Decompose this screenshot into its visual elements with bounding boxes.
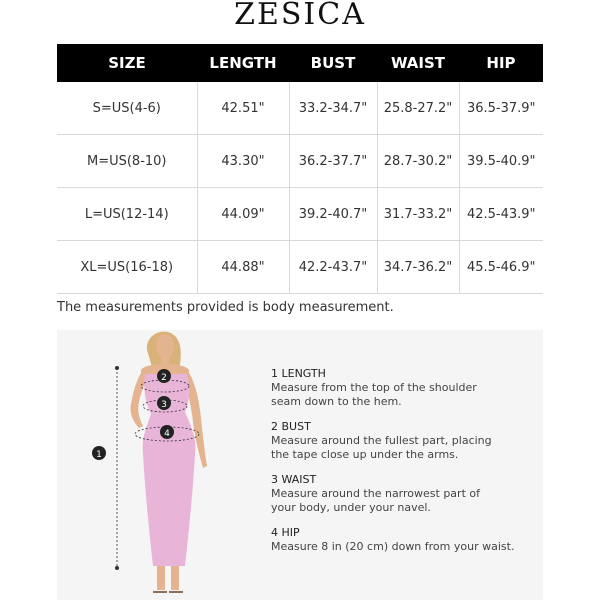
length-cell: 44.09" xyxy=(197,188,289,241)
hip-cell: 42.5-43.9" xyxy=(459,188,543,241)
right-leg-shape xyxy=(171,566,179,590)
marker-waist xyxy=(157,396,171,410)
step-desc-line: Measure from the top of the shoulder xyxy=(271,381,477,394)
svg-text:1: 1 xyxy=(96,450,102,460)
step-title: 4 HIP xyxy=(271,526,300,539)
step-desc-line: your body, under your navel. xyxy=(271,501,431,514)
table-row xyxy=(57,135,543,188)
model-figure xyxy=(57,330,257,600)
step-title: 2 BUST xyxy=(271,420,311,433)
waist-cell: 31.7-33.2" xyxy=(377,188,459,241)
bust-cell: 42.2-43.7" xyxy=(289,241,377,294)
header-length: LENGTH xyxy=(197,44,289,82)
step-desc-line: seam down to the hem. xyxy=(271,395,402,408)
length-cell: 44.88" xyxy=(197,241,289,294)
step-length xyxy=(271,367,541,409)
header-hip: HIP xyxy=(459,44,543,82)
step-desc-line: Measure around the narrowest part of xyxy=(271,487,480,500)
step-waist xyxy=(271,473,541,515)
table-row xyxy=(57,82,543,135)
waist-cell: 34.7-36.2" xyxy=(377,241,459,294)
step-desc-line: Measure around the fullest part, placing xyxy=(271,434,492,447)
length-cell: 42.51" xyxy=(197,82,289,135)
bust-cell: 36.2-37.7" xyxy=(289,135,377,188)
table-row xyxy=(57,241,543,294)
step-title: 3 WAIST xyxy=(271,473,317,486)
table-row xyxy=(57,188,543,241)
marker-hip xyxy=(160,425,174,439)
svg-text:4: 4 xyxy=(164,429,170,439)
step-hip xyxy=(271,526,541,554)
bust-cell: 33.2-34.7" xyxy=(289,82,377,135)
step-desc-line: Measure 8 in (20 cm) down from your waist. xyxy=(271,540,515,553)
left-leg-shape xyxy=(157,566,165,590)
table-header-row xyxy=(57,44,543,82)
svg-text:2: 2 xyxy=(161,373,167,383)
step-bust xyxy=(271,420,541,462)
marker-bust xyxy=(157,369,171,383)
step-title: 1 LENGTH xyxy=(271,367,326,380)
hip-cell: 36.5-37.9" xyxy=(459,82,543,135)
waist-cell: 25.8-27.2" xyxy=(377,82,459,135)
length-cell: 43.30" xyxy=(197,135,289,188)
brand-logo: ZESICA xyxy=(234,0,366,32)
size-cell: S=US(4-6) xyxy=(57,82,197,135)
marker-length xyxy=(92,446,106,460)
size-cell: L=US(12-14) xyxy=(57,188,197,241)
measurement-steps xyxy=(271,367,541,565)
header-bust: BUST xyxy=(289,44,377,82)
header-size: SIZE xyxy=(57,44,197,82)
measurement-guide-panel xyxy=(57,330,543,600)
hip-cell: 45.5-46.9" xyxy=(459,241,543,294)
header-waist: WAIST xyxy=(377,44,459,82)
step-desc-line: the tape close up under the arms. xyxy=(271,448,459,461)
waist-cell: 28.7-30.2" xyxy=(377,135,459,188)
svg-text:3: 3 xyxy=(161,400,167,410)
size-chart-table xyxy=(57,44,543,294)
measurement-note: The measurements provided is body measurement. xyxy=(57,300,394,315)
size-cell: XL=US(16-18) xyxy=(57,241,197,294)
bust-cell: 39.2-40.7" xyxy=(289,188,377,241)
hip-cell: 39.5-40.9" xyxy=(459,135,543,188)
size-cell: M=US(8-10) xyxy=(57,135,197,188)
